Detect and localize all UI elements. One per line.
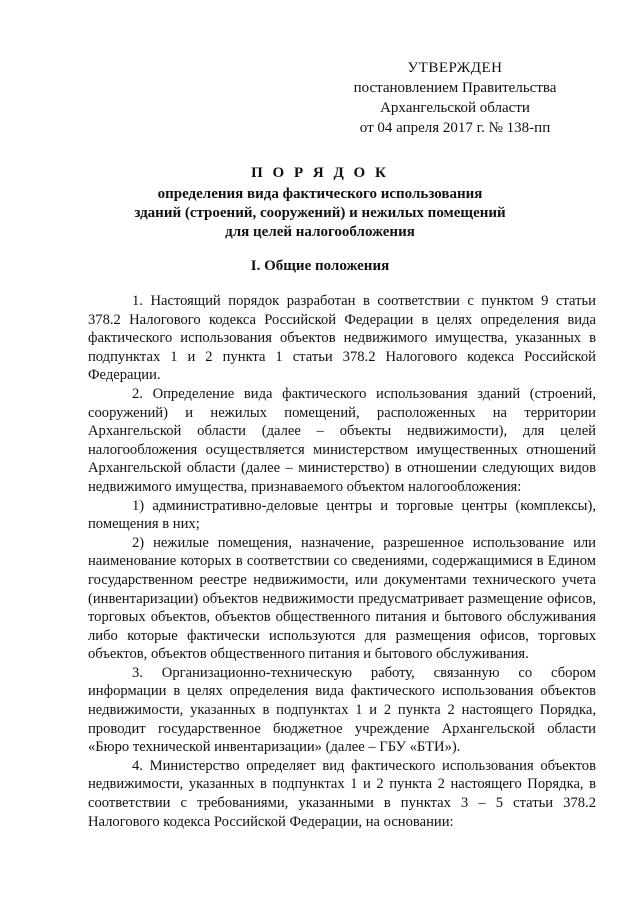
paragraph-2: 2. Определение вида фактического использования зданий (строений, сооружений) и нежилых помещений, расположенных на территории Архангельской области (далее – объекты недвижимости), для целей налогообложения осуществляется министерством имущественных отношений Архангельской области (далее – министерство) в отношении следующих видов недвижимого имущества, признаваемого объектом налогообложения: [88, 385, 596, 495]
approval-title: УТВЕРЖДЕН [407, 60, 503, 76]
section-heading: I. Общие положения [250, 258, 390, 274]
approval-stamp [330, 58, 580, 138]
approval-line-2: Архангельской области [380, 100, 530, 116]
document-subtitle-line-3: для целей налогообложения [225, 224, 415, 240]
document-subtitle-line-1: определения вида фактического использования [157, 186, 483, 202]
paragraph-1: 1. Настоящий порядок разработан в соответствии с пунктом 9 статьи 378.2 Налогового кодекса Российской Федерации в целях определения вида фактического использования объектов недвижимого имущества, указанных в подпунктах 1 и 2 пункта 1 статьи 378.2 Налогового кодекса Российской Федерации. [88, 293, 596, 384]
paragraph-2-item-2: 2) нежилые помещения, назначение, разрешенное использование или наименование которых в соответствии со сведениями, содержащимися в Едином государственном реестре недвижимости, или документами технического учета (инвентаризации) объектов недвижимости предусматривает размещение офисов, торговых объектов, объектов общественного питания и бытового обслуживания либо которые фактически используются для размещения офисов, торговых объектов, объектов общественного питания и бытового обслуживания. [88, 534, 596, 663]
paragraph-4: 4. Министерство определяет вид фактического использования объектов недвижимости, указанных в подпунктах 1 и 2 пункта 2 настоящего Порядка, в соответствии с требованиями, указанными в пунктах 3 – 5 статьи 378.2 Налогового кодекса Российской Федерации, на основании: [88, 757, 596, 830]
approval-line-3: от 04 апреля 2017 г. № 138-пп [359, 120, 551, 136]
document-title: П О Р Я Д О К [251, 165, 389, 181]
document-subtitle-line-2: зданий (строений, сооружений) и нежилых помещений [134, 205, 506, 221]
document-title-block [60, 164, 580, 242]
approval-line-1: постановлением Правительства [353, 80, 557, 96]
paragraph-2-item-1: 1) административно-деловые центры и торговые центры (комплексы), помещения в них; [88, 497, 596, 533]
document-body [88, 292, 596, 831]
paragraph-3: 3. Организационно-техническую работу, связанную со сбором информации в целях определения вида фактического использования объектов недвижимости, указанных в подпунктах 1 и 2 пункта 2 настоящего Порядка, проводит государственное бюджетное учреждение Архангельской области «Бюро технической инвентаризации» (далее – ГБУ «БТИ»). [88, 664, 596, 756]
